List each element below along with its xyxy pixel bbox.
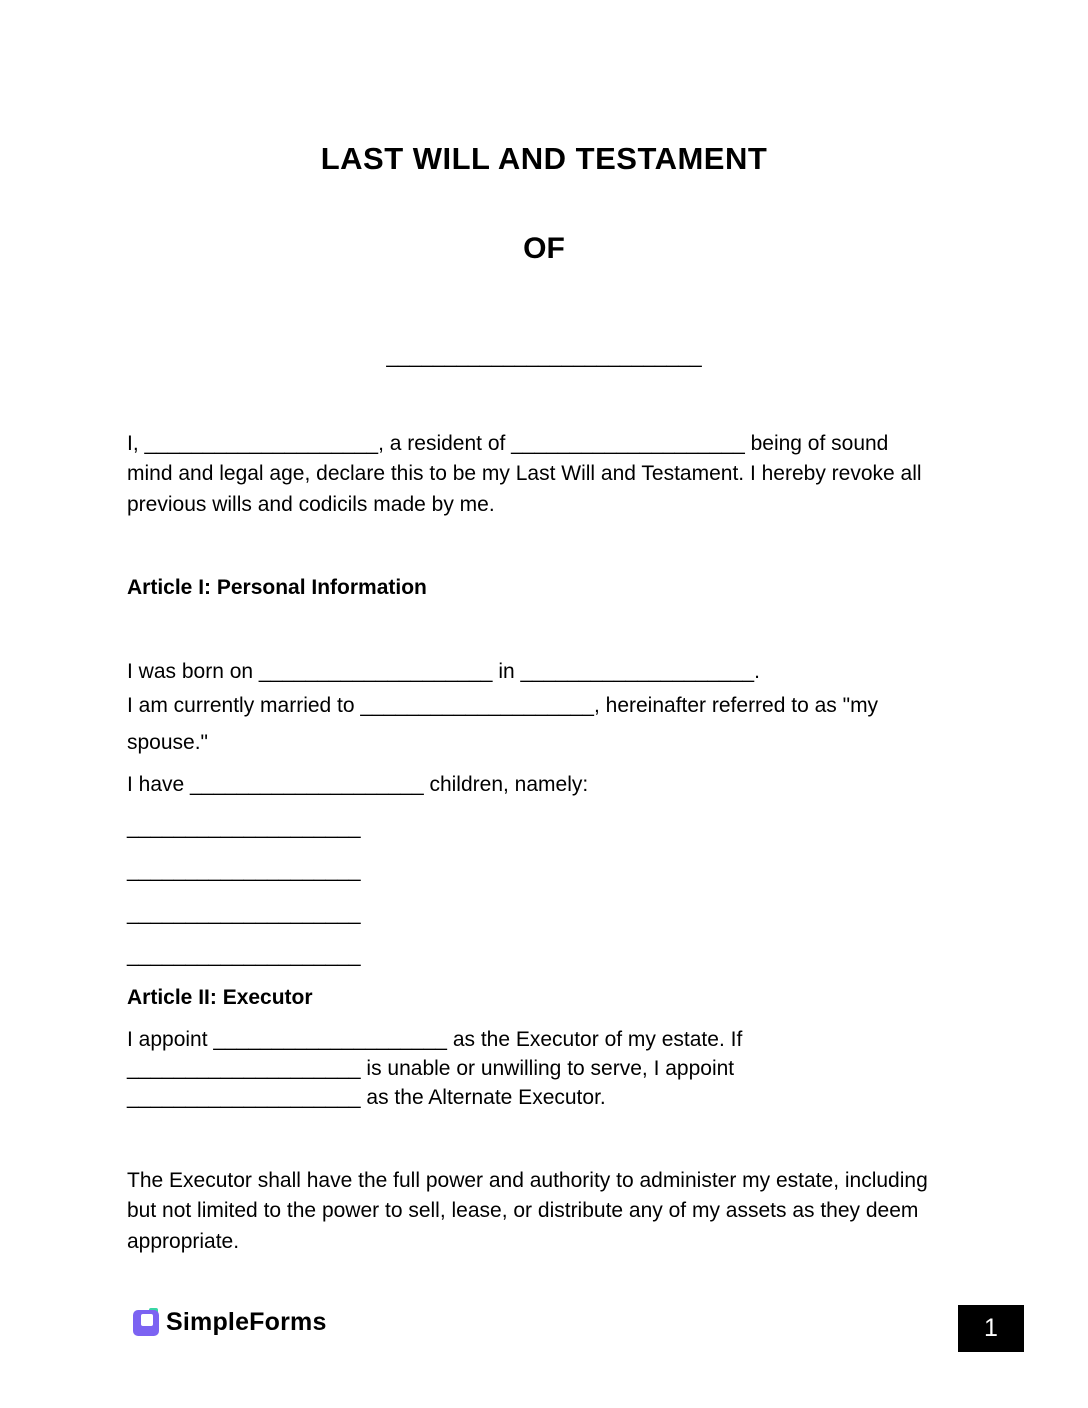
brand-name: SimpleForms [166, 1308, 327, 1336]
article1-heading: Article I: Personal Information [127, 576, 427, 599]
children-line: I have ____________________ children, namely: [127, 773, 589, 796]
child-name-blank: ____________________ [127, 859, 361, 882]
subtitle-of: OF [523, 232, 565, 265]
executor-appointment-line: ____________________ is unable or unwilling to serve, I appoint [127, 1057, 735, 1080]
page-title: LAST WILL AND TESTAMENT [320, 141, 768, 176]
marriage-line-continued: spouse." [127, 731, 209, 754]
simpleforms-logo-icon [133, 1308, 160, 1337]
executor-appointment-line: ____________________ as the Alternate Executor. [127, 1086, 606, 1109]
page-number-badge [958, 1305, 1024, 1352]
birth-line: I was born on ____________________ in ____________________. [127, 660, 760, 683]
testator-name-blank: ___________________________ [386, 345, 702, 368]
intro-line: previous wills and codicils made by me. [127, 493, 495, 516]
executor-powers-line: appropriate. [127, 1230, 240, 1253]
child-name-blank: ____________________ [127, 816, 361, 839]
child-name-blank: ____________________ [127, 944, 361, 967]
executor-appointment-line: I appoint ____________________ as the Executor of my estate. If [127, 1028, 743, 1051]
page-number: 1 [984, 1314, 998, 1342]
logo-white-square [141, 1314, 153, 1326]
marriage-line: I am currently married to ____________________, hereinafter referred to as "my [127, 694, 879, 717]
article2-heading: Article II: Executor [127, 986, 313, 1009]
executor-powers-line: but not limited to the power to sell, lease, or distribute any of my assets as they deem [127, 1199, 919, 1222]
intro-line: mind and legal age, declare this to be my Last Will and Testament. I hereby revoke all [127, 462, 922, 485]
intro-line: I, ____________________, a resident of ____________________ being of sound [127, 432, 889, 455]
executor-powers-line: The Executor shall have the full power and authority to administer my estate, including [127, 1169, 928, 1192]
child-name-blank: ____________________ [127, 902, 361, 925]
